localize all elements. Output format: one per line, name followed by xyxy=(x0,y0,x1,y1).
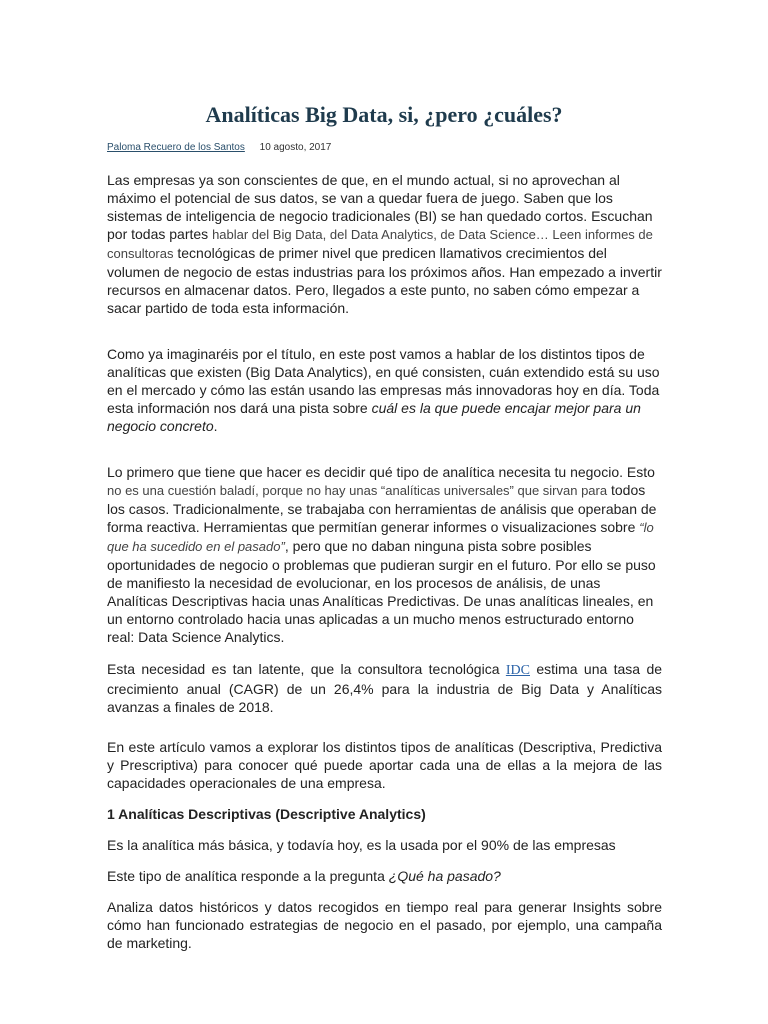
paragraph-first-step-text-b: no es una cuestión baladí, porque no hay unas “analíticas universales” que sirvan para xyxy=(107,483,608,498)
article-body xyxy=(107,171,662,952)
paragraph-basic: Es la analítica más básica, y todavía hoy, es la usada por el 90% de las empresas xyxy=(107,837,616,853)
paragraph-first-step-text-a: Lo primero que tiene que hacer es decidir qué tipo de analítica necesita tu negocio. Esto xyxy=(107,464,655,480)
paragraph-historical: Analiza datos históricos y datos recogidos en tiempo real para generar Insights sobre cómo han funcionado estrategias de negocio en el pasado, por ejemplo, una campaña de marketing. xyxy=(107,899,662,951)
paragraph-question-text: Este tipo de analítica responde a la pregunta xyxy=(107,868,385,884)
paragraph-types xyxy=(107,345,662,435)
paragraph-intro-text-a: Las empresas ya son conscientes de que, en el mundo actual, si no aprovechan al máximo el potencial de sus datos, se van a quedar fuera de juego. Saben que los sistemas de inteligencia de negocio tradicionales (BI) se han quedado cortos. Escuchan por todas partes xyxy=(107,172,653,242)
paragraph-first-step-text-c: todos los casos. Tradicionalmente, se trabajaba con herramientas de análisis que operaban de forma reactiva. Herramientas que permitían generar informes o visualizaciones sobre xyxy=(107,482,657,535)
paragraph-intro-text-c: tecnológicas de primer nivel que predicen llamativos crecimientos del volumen de negocio de estas industrias para los próximos años. Han empezado a invertir recursos en almacenar datos. Pero, llegados a este punto, no saben cómo empezar a sacar partido de toda esta información. xyxy=(107,245,662,316)
paragraph-first-step xyxy=(107,463,662,646)
paragraph-idc-text-b: estima una tasa de crecimiento anual (CAGR) de un 26,4% para la industria de Big Data y Analíticas avanzas a finales de 2018. xyxy=(107,661,663,715)
paragraph-idc-text-a: Esta necesidad es tan latente, que la consultora tecnológica xyxy=(107,661,500,677)
post-meta xyxy=(107,142,331,153)
paragraph-question xyxy=(107,867,662,885)
post-date: 10 agosto, 2017 xyxy=(259,142,332,153)
paragraph-types-emphasis: cuál es la que puede encajar mejor para un negocio concreto xyxy=(107,400,641,434)
paragraph-types-end: . xyxy=(213,418,218,434)
paragraph-types-text: Como ya imaginaréis por el título, en este post vamos a hablar de los distintos tipos de analíticas que existen (Big Data Analytics), en qué consisten, cuán extendido está su uso en el mercado y cómo las están usando las empresas más innovadoras hoy en día. Toda esta información nos dará una pista sobre xyxy=(107,346,660,416)
idc-link[interactable]: IDC xyxy=(505,663,530,678)
paragraph-intro xyxy=(107,171,662,317)
paragraph-explore: En este artículo vamos a explorar los distintos tipos de analíticas (Descriptiva, Predictiva y Prescriptiva) para conocer qué puede aportar cada una de ellas a la mejora de las capacidades operacionales de una empresa. xyxy=(107,739,662,791)
paragraph-question-emphasis: ¿Qué ha pasado? xyxy=(388,868,501,884)
page-title: Analíticas Big Data, si, ¿pero ¿cuáles? xyxy=(205,102,563,127)
paragraph-idc xyxy=(107,660,662,716)
paragraph-first-step-emphasis: “lo que ha sucedido en el pasado” xyxy=(107,520,654,554)
author-link[interactable]: Paloma Recuero de los Santos xyxy=(107,142,245,153)
paragraph-first-step-text-d: , pero que no daban ninguna pista sobre posibles oportunidades de negocio o problemas que pudieran surgir en el futuro. Por ello se puso de manifiesto la necesidad de evolucionar, en los procesos de análisis, de unas Analíticas Descriptivas hacia unas Analíticas Predictivas. De unas analíticas lineales, en un entorno controlado hacia unas aplicadas a un mucho menos estructurado entorno real: Data Science Analytics. xyxy=(107,538,656,645)
paragraph-intro-text-b: hablar del Big Data, del Data Analytics, de Data Science… Leen informes de consultoras xyxy=(107,227,653,261)
section-heading-descriptive: 1 Analíticas Descriptivas (Descriptive Analytics) xyxy=(107,806,426,822)
